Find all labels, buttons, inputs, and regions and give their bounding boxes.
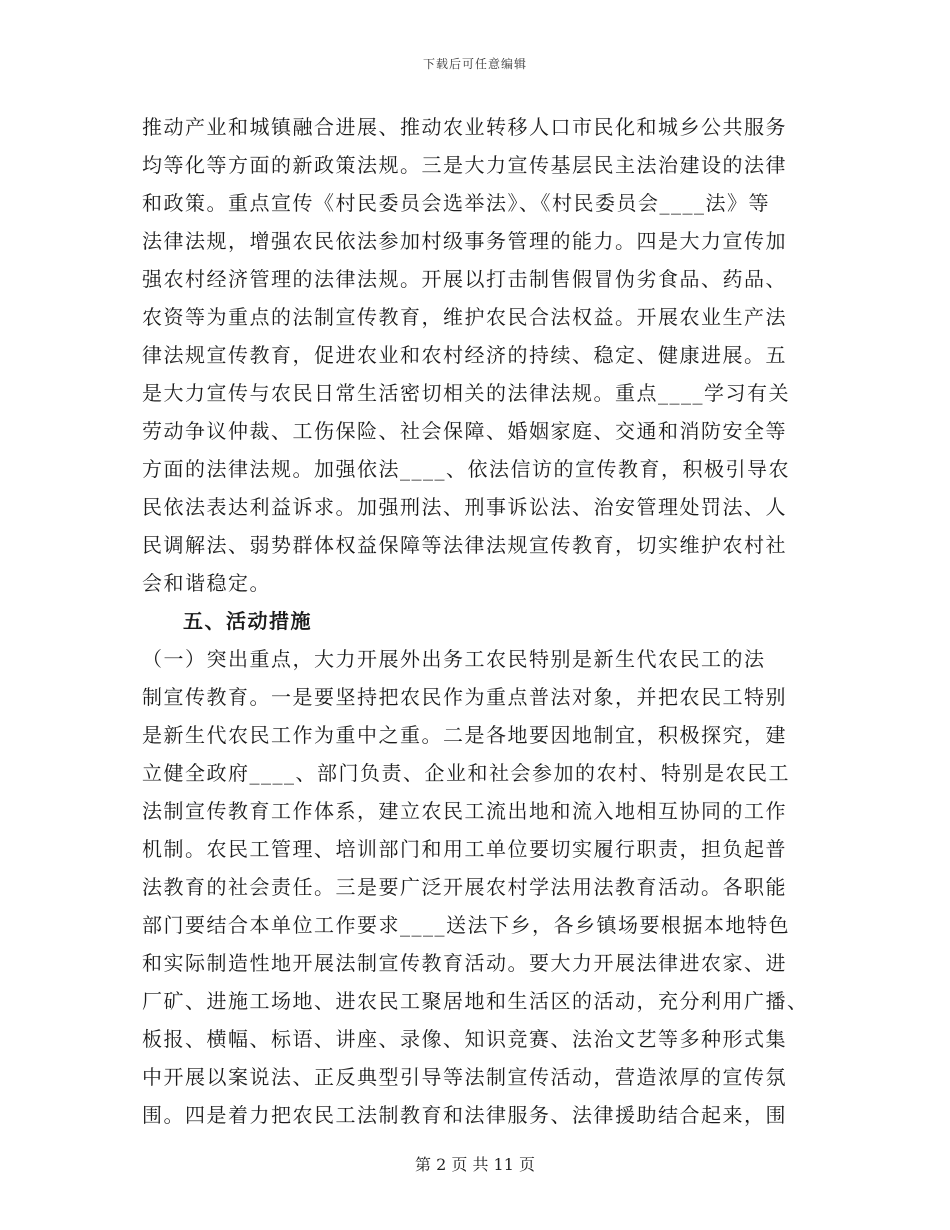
body-line: 中开展以案说法、正反典型引导等法制宣传活动，营造浓厚的宣传氛	[142, 1065, 787, 1089]
body-line: 是大力宣传与农民日常生活密切相关的法律法规。重点____学习有关	[142, 381, 790, 405]
body-line: 推动产业和城镇融合进展、推动农业转移人口市民化和城乡公共服务	[142, 115, 787, 139]
body-line: 律法规宣传教育，促进农业和农村经济的持续、稳定、健康进展。五	[142, 343, 787, 367]
document-body	[142, 108, 812, 1134]
body-line: 制宣传教育。一是要坚持把农民作为重点普法对象，并把农民工特别	[142, 685, 787, 709]
body-line: 会和谐稳定。	[142, 571, 271, 595]
body-line: 和政策。重点宣传《村民委员会选举法》、《村民委员会____法》等	[142, 191, 770, 215]
body-line: 法律法规，增强农民依法参加村级事务管理的能力。四是大力宣传加	[142, 229, 787, 253]
body-line: 部门要结合本单位工作要求____送法下乡，各乡镇场要根据本地特色	[142, 913, 790, 937]
body-line: 立健全政府____、部门负责、企业和社会参加的农村、特别是农民工	[142, 761, 790, 785]
body-line: 和实际制造性地开展法制宣传教育活动。要大力开展法律进农家、进	[142, 951, 787, 975]
body-line: 民调解法、弱势群体权益保障等法律法规宣传教育，切实维护农村社	[142, 533, 787, 557]
body-line: 机制。农民工管理、培训部门和用工单位要切实履行职责，担负起普	[142, 837, 787, 861]
body-line: 厂矿、进施工场地、进农民工聚居地和生活区的活动，充分利用广播、	[142, 989, 809, 1013]
body-line: 方面的法律法规。加强依法____、依法信访的宣传教育，积极引导农	[142, 457, 790, 481]
body-line: 是新生代农民工作为重中之重。二是各地要因地制宜，积极探究，建	[142, 723, 787, 747]
body-line: 围。四是着力把农民工法制教育和法律服务、法律援助结合起来，围	[142, 1103, 787, 1127]
body-line: 法教育的社会责任。三是要广泛开展农村学法用法教育活动。各职能	[142, 875, 787, 899]
page-header-note: 下载后可任意编辑	[422, 57, 527, 71]
body-line: 劳动争议仲裁、工伤保险、社会保障、婚姻家庭、交通和消防安全等	[142, 419, 787, 443]
body-line: 板报、横幅、标语、讲座、录像、知识竞赛、法治文艺等多种形式集	[142, 1027, 787, 1051]
body-line: 民依法表达利益诉求。加强刑法、刑事诉讼法、治安管理处罚法、人	[142, 495, 787, 519]
page-number: 第 2 页 共 11 页	[415, 1155, 535, 1174]
body-line: 强农村经济管理的法律法规。开展以打击制售假冒伪劣食品、药品、	[142, 267, 787, 291]
body-line: （一）突出重点，大力开展外出务工农民特别是新生代农民工的法	[142, 647, 766, 671]
body-line: 法制宣传教育工作体系，建立农民工流出地和流入地相互协同的工作	[142, 799, 787, 823]
section-heading: 五、活动措施	[183, 609, 312, 633]
body-line: 均等化等方面的新政策法规。三是大力宣传基层民主法治建设的法律	[142, 153, 787, 177]
body-line: 农资等为重点的法制宣传教育，维护农民合法权益。开展农业生产法	[142, 305, 787, 329]
